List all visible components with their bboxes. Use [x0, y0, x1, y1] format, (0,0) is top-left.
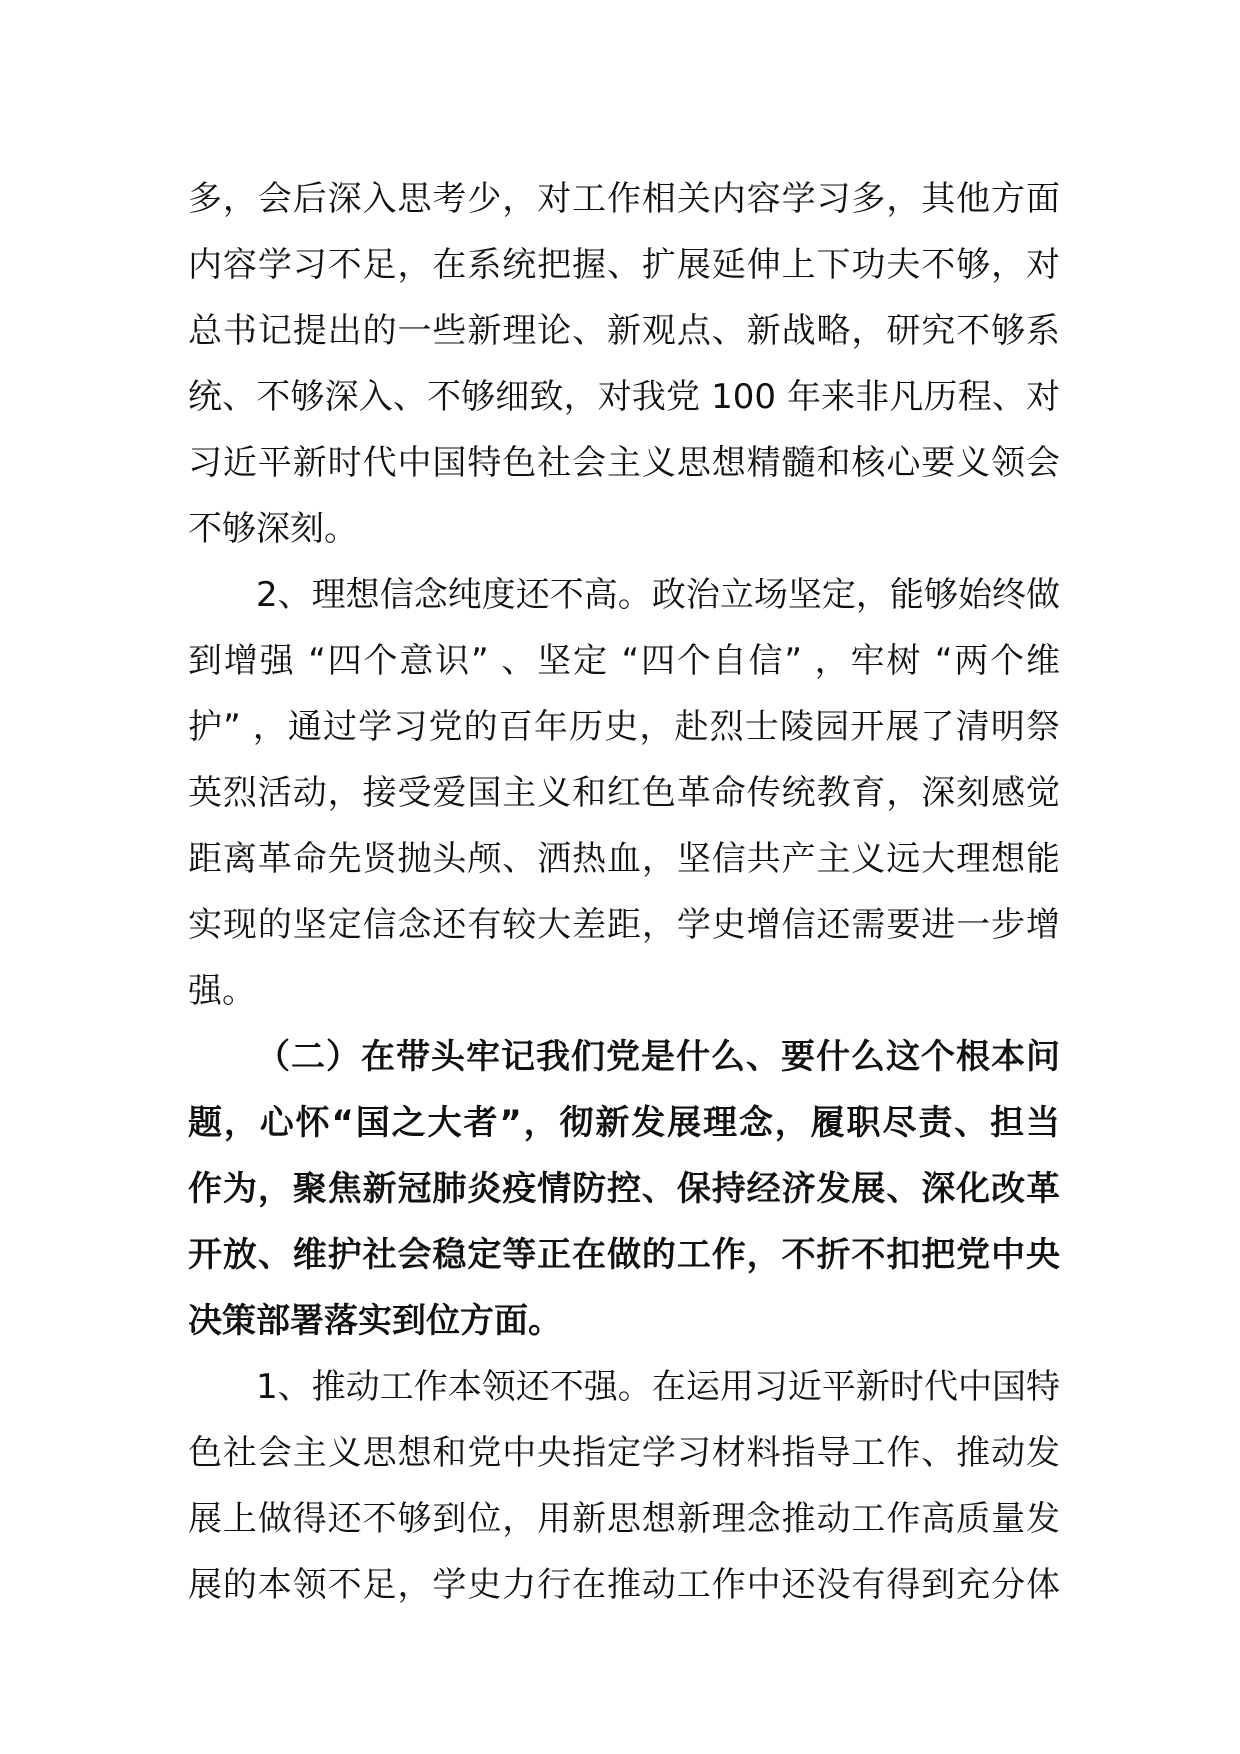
text-line: 内容学习不足，在系统把握、扩展延伸上下功夫不够，对: [188, 245, 1060, 285]
section-heading-line: 题，心怀“国之大者”，彻新发展理念，履职尽责、担当: [188, 1103, 1060, 1143]
paragraph-heading-2: 2、理想信念纯度还不高。政治立场坚定，能够始终做: [256, 575, 1060, 615]
text-line: 到增强 “四个意识” 、坚定 “四个自信” ，牢树 “两个维: [188, 641, 1060, 681]
text-line: 英烈活动，接受爱国主义和红色革命传统教育，深刻感觉: [188, 773, 1060, 813]
section-heading-line: 作为，聚焦新冠肺炎疫情防控、保持经济发展、深化改革: [188, 1169, 1060, 1209]
text-line: 总书记提出的一些新理论、新观点、新战略，研究不够系: [188, 311, 1060, 351]
section-heading-line: 决策部署落实到位方面。: [188, 1301, 562, 1341]
text-line: 多，会后深入思考少，对工作相关内容学习多，其他方面: [188, 179, 1060, 219]
text-line: 展上做得还不够到位，用新思想新理念推动工作高质量发: [188, 1499, 1060, 1539]
text-line: 色社会主义思想和党中央指定学习材料指导工作、推动发: [188, 1433, 1060, 1473]
text-line: 实现的坚定信念还有较大差距，学史增信还需要进一步增: [188, 905, 1060, 945]
text-line: 统、不够深入、不够细致，对我党 100 年来非凡历程、对: [188, 377, 1060, 417]
text-line: 强。: [188, 971, 256, 1011]
text-line: 距离革命先贤抛头颅、洒热血，坚信共产主义远大理想能: [188, 839, 1060, 879]
text-line: 护” ，通过学习党的百年历史，赴烈士陵园开展了清明祭: [188, 707, 1060, 747]
document-body: [188, 166, 1060, 1618]
text-line: 不够深刻。: [188, 509, 358, 549]
section-heading-line: 开放、维护社会稳定等正在做的工作，不折不扣把党中央: [188, 1235, 1060, 1275]
text-line: 习近平新时代中国特色社会主义思想精髓和核心要义领会: [188, 443, 1060, 483]
paragraph-heading-1: 1、推动工作本领还不强。在运用习近平新时代中国特: [256, 1367, 1060, 1407]
text-line: 展的本领不足，学史力行在推动工作中还没有得到充分体: [188, 1565, 1060, 1605]
section-heading-2: （二）在带头牢记我们党是什么、要什么这个根本问: [256, 1037, 1060, 1077]
